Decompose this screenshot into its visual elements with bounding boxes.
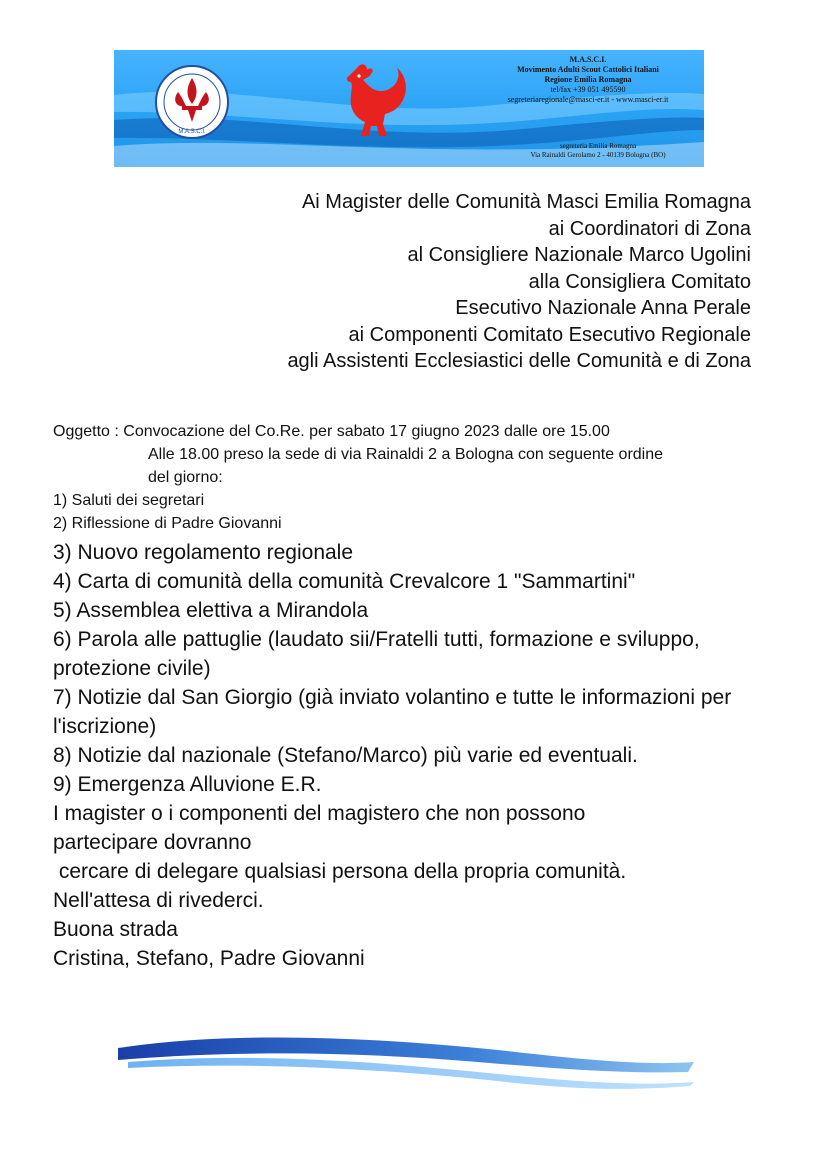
- footer-wave-decoration: [118, 1028, 694, 1092]
- agenda-item: 2) Riflessione di Padre Giovanni: [53, 515, 282, 532]
- agenda-list: [53, 538, 793, 973]
- org-fullname: Movimento Adulti Scout Cattolici Italiani: [517, 65, 659, 74]
- recipient-line: alla Consigliera Comitato: [528, 270, 751, 293]
- closing-line: partecipare dovranno: [53, 831, 252, 854]
- subject-line: Oggetto : Convocazione del Co.Re. per sabato 17 giugno 2023 dalle ore 15.00: [53, 423, 610, 440]
- agenda-item: 5) Assemblea elettiva a Mirandola: [53, 599, 369, 622]
- masci-emblem-icon: [154, 64, 230, 140]
- agenda-item: 1) Saluti dei segretari: [53, 492, 205, 509]
- closing-line: I magister o i componenti del magistero che non possono: [53, 802, 586, 825]
- agenda-item: 4) Carta di comunità della comunità Crevalcore 1 "Sammartini": [53, 570, 636, 593]
- org-phone: tel/fax +39 051 495590: [550, 85, 626, 94]
- address-line-2: Via Rainaldi Gerolamo 2 - 40139 Bologna (BO): [530, 151, 666, 159]
- closing-line: Buona strada: [53, 918, 178, 941]
- recipient-line: agli Assistenti Ecclesiastici delle Comunità e di Zona: [287, 350, 751, 372]
- recipient-line: ai Coordinatori di Zona: [548, 217, 751, 240]
- address-line-1: segreteria Emilia Romagna: [559, 142, 637, 150]
- recipients-block: [287, 189, 751, 375]
- org-address: [498, 142, 698, 160]
- org-region: Regione Emilia Romagna: [544, 75, 632, 84]
- org-acronym: M.A.S.C.I.: [569, 55, 607, 64]
- closing-line: cercare di delegare qualsiasi persona della propria comunità.: [53, 860, 627, 883]
- subject-block: [53, 420, 813, 535]
- rooster-icon: [339, 60, 409, 142]
- recipient-line: ai Componenti Comitato Esecutivo Regionale: [348, 323, 751, 346]
- subject-line: Alle 18.00 preso la sede di via Rainaldi 2 a Bologna con seguente ordine: [148, 446, 664, 463]
- agenda-item: 8) Notizie dal nazionale (Stefano/Marco) più varie ed eventuali.: [53, 744, 638, 767]
- letterhead-banner: [114, 50, 704, 167]
- signature: Cristina, Stefano, Padre Giovanni: [53, 947, 365, 970]
- recipient-line: Ai Magister delle Comunità Masci Emilia Romagna: [301, 191, 751, 213]
- closing-line: Nell'attesa di rivederci.: [53, 889, 264, 912]
- recipient-line: al Consigliere Nazionale Marco Ugolini: [407, 244, 751, 266]
- recipient-line: Esecutivo Nazionale Anna Perale: [455, 297, 751, 319]
- org-contacts: segreteriaregionale@masci-er.it - www.masci-er.it: [507, 95, 669, 104]
- emblem-text: M.A.S.C.I.: [178, 129, 206, 135]
- subject-line: del giorno:: [148, 469, 223, 486]
- agenda-item: 7) Notizie dal San Giorgio (già inviato volantino e tutte le informazioni per l'iscrizione): [53, 686, 732, 738]
- agenda-item: 9) Emergenza Alluvione E.R.: [53, 773, 322, 796]
- agenda-item: 6) Parola alle pattuglie (laudato sii/Fratelli tutti, formazione e sviluppo, protezione civile): [53, 628, 700, 680]
- agenda-item: 3) Nuovo regolamento regionale: [53, 541, 354, 564]
- org-info: [478, 55, 698, 105]
